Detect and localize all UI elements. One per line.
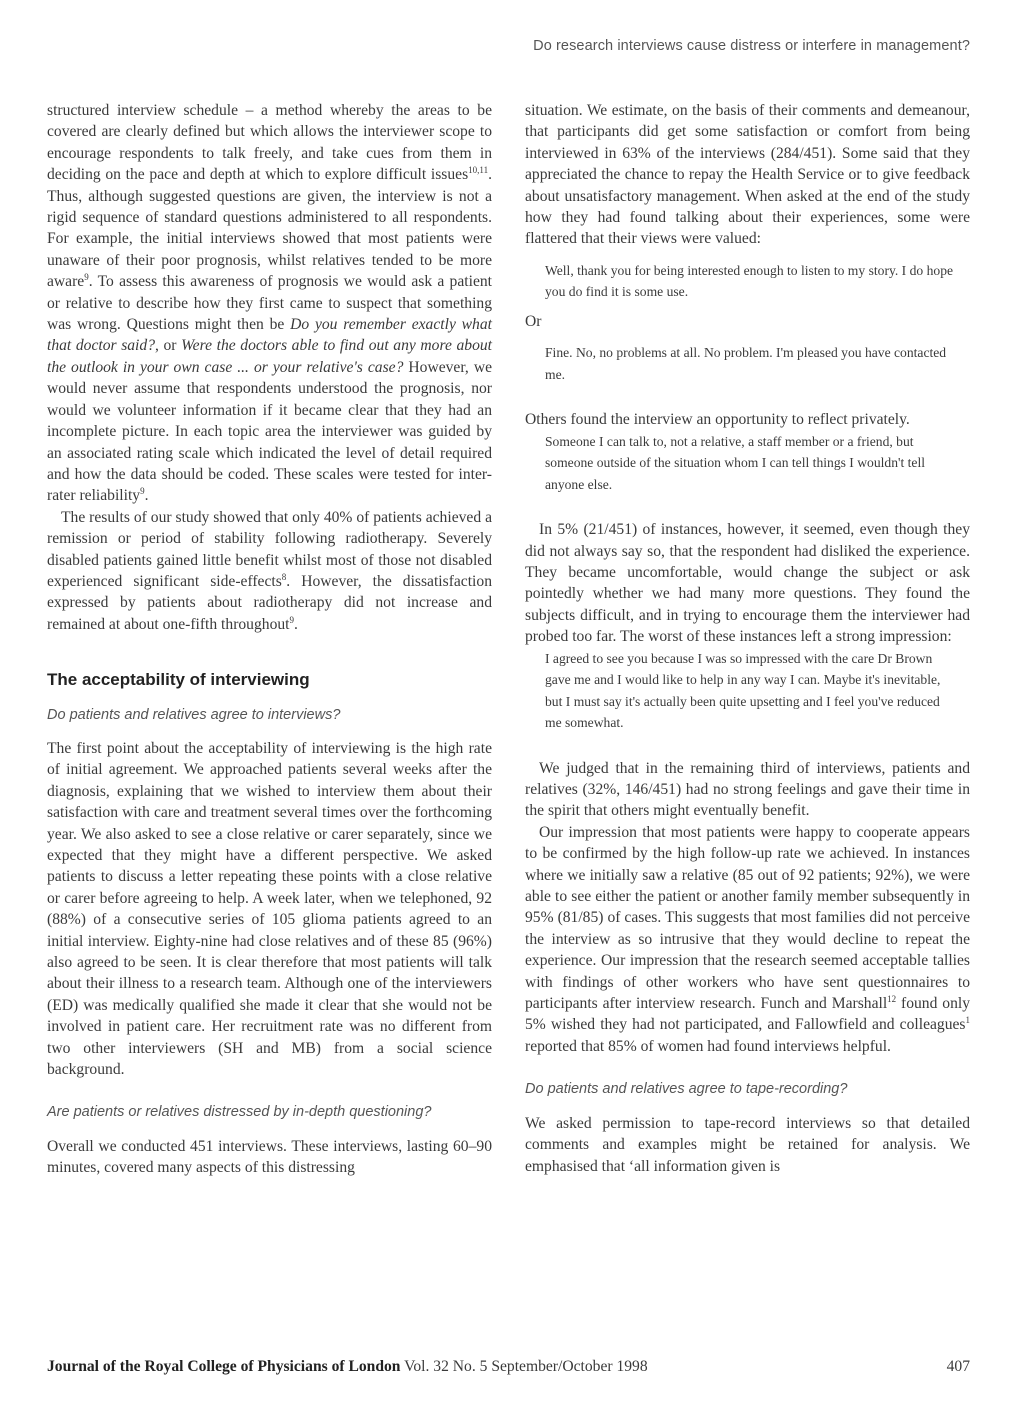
journal-name: Journal of the Royal College of Physicians of London (47, 1358, 401, 1375)
interview-quote: I agreed to see you because I was so impressed with the care Dr Brown gave me and I would like to help in any way I can. Maybe it's inevitable, but I must say it's actually been quite upsetting and I feel you've reduced me somewhat. (545, 650, 941, 731)
body-paragraph: Overall we conducted 451 interviews. These interviews, lasting 60–90 minutes, covered many aspects of this distressing (47, 1137, 492, 1177)
interview-quote: Someone I can talk to, not a relative, a staff member or a friend, but someone outside of the situation whom I can tell things I wouldn't tell anyone else. (545, 433, 925, 492)
left-column (47, 100, 492, 1179)
body-paragraph: Or (525, 312, 542, 330)
page-number: 407 (946, 1358, 970, 1375)
body-paragraph: We judged that in the remaining third of interviews, patients and relatives (32%, 146/451) had no strong feelings and gave their time in the spirit that others might eventually benefit. (525, 759, 970, 820)
running-head: Do research interviews cause distress or interfere in management? (533, 38, 970, 54)
body-paragraph: The results of our study showed that only 40% of patients achieved a remission or period of stability following radiotherapy. Severely disabled patients gained little benefit whilst most of those not disabled experienced significant side-effects$^8$. However, the dissatisfaction expressed by patients about radiotherapy did not increase and remained at about one-fifth throughout$^9$. (47, 508, 492, 633)
right-column (525, 100, 970, 1177)
body-paragraph: Our impression that most patients were happy to cooperate appears to be confirmed by the high follow-up rate we achieved. In instances where we initially saw a relative (85 out of 92 patients; 92%), we were able to see either the patient or another family member subsequently in 95% (81/85) of cases. This suggests that most families did not perceive the interview as so intrusive that they would decline to repeat the experience. Our impression that the research seemed acceptable tallies with findings of other workers who have sent questionnaires to participants after interview research. Funch and Marshall$^{12}$ found only 5% wished they had not participated, and Fallowfield and colleagues$^1$ reported that 85% of women had found interviews helpful. (525, 823, 970, 1055)
interview-quote: Well, thank you for being interested enough to listen to my story. I do hope you do find it is some use. (545, 262, 954, 300)
subsection-heading: Do patients and relatives agree to tape-recording? (525, 1081, 848, 1098)
body-paragraph: The first point about the acceptability of interviewing is the high rate of initial agreement. We approached patients several weeks after the diagnosis, explaining that we wished to interview them about their satisfaction with care and treatment several times over the forthcoming year. We also asked to see a close relative or carer separately, since we expected that they might have a different perspective. We asked patients to discuss a letter repeating these points with a close relative or carer before agreeing to help. A week later, when we telephoned, 92 (88%) of a consecutive series of 105 glioma patients agreed to an initial interview. Eighty-nine had close relatives and of these 85 (96%) also agreed to be seen. It is clear therefore that most patients will talk about their illness to a research team. Although one of the interviewers (ED) was medically qualified she made it clear that she would not be involved in patient care. Her recruitment rate was no different from two other interviewers (SH and MB) from a social science background. (47, 739, 492, 1079)
interview-quote: Fine. No, no problems at all. No problem. I'm pleased you have contacted me. (545, 345, 947, 382)
subsection-heading: Do patients and relatives agree to interviews? (47, 706, 341, 723)
section-heading: The acceptability of interviewing (47, 670, 310, 690)
journal-issue: Vol. 32 No. 5 September/October 1998 (400, 1358, 648, 1375)
subsection-heading: Are patients or relatives distressed by in-depth questioning? (47, 1104, 432, 1121)
body-paragraph: structured interview schedule – a method whereby the areas to be covered are clearly defined but which allows the interviewer scope to encourage respondents to talk freely, and take cues from them in deciding on the pace and depth at which to explore difficult issues$^{10,11}$. Thus, although suggested questions are given, the interview is not a rigid sequence of standard questions administered to all respondents. For example, the initial interviews showed that most patients were unaware of their poor prognosis, whilst relatives tended to be more aware$^9$. To assess this awareness of prognosis we would ask a patient or relative to describe how they first came to suspect that something was wrong. Questions might then be Do you remember exactly what that doctor said?, or Were the doctors able to find out any more about the outlook in your own case ... or your relative's case? However, we would never assume that respondents understood the prognosis, nor would we volunteer information if it became clear that they had an incomplete picture. In each topic area the interviewer was guided by an associated rating scale which indicated the level of detail required and how the data should be coded. These scales were tested for inter-rater reliability$^9$. (47, 102, 493, 505)
body-paragraph: In 5% (21/451) of instances, however, it seemed, even though they did not always say so, that the respondent had disliked the experience. They became uncomfortable, would change the subject or ask pointedly whether we had many more questions. They found the subjects difficult, and in trying to encourage them the interviewer had probed too far. The worst of these instances left a strong impression: (525, 521, 970, 646)
body-paragraph: situation. We estimate, on the basis of their comments and demeanour, that participants did get some satisfaction or comfort from being interviewed in 63% of the interviews (284/451). Some said that they appreciated the chance to repay the Health Service or to give feedback about unsatisfactory management. When asked at the end of the study how they had found talking about their experiences, some were flattered that their views were valued: (525, 102, 970, 248)
body-paragraph: Others found the interview an opportunity to reflect privately. (525, 411, 910, 429)
page-footer (47, 1358, 970, 1376)
body-paragraph: We asked permission to tape-record interviews so that detailed comments and examples might be retained for analysis. We emphasised that ‘all information given is (525, 1114, 970, 1175)
